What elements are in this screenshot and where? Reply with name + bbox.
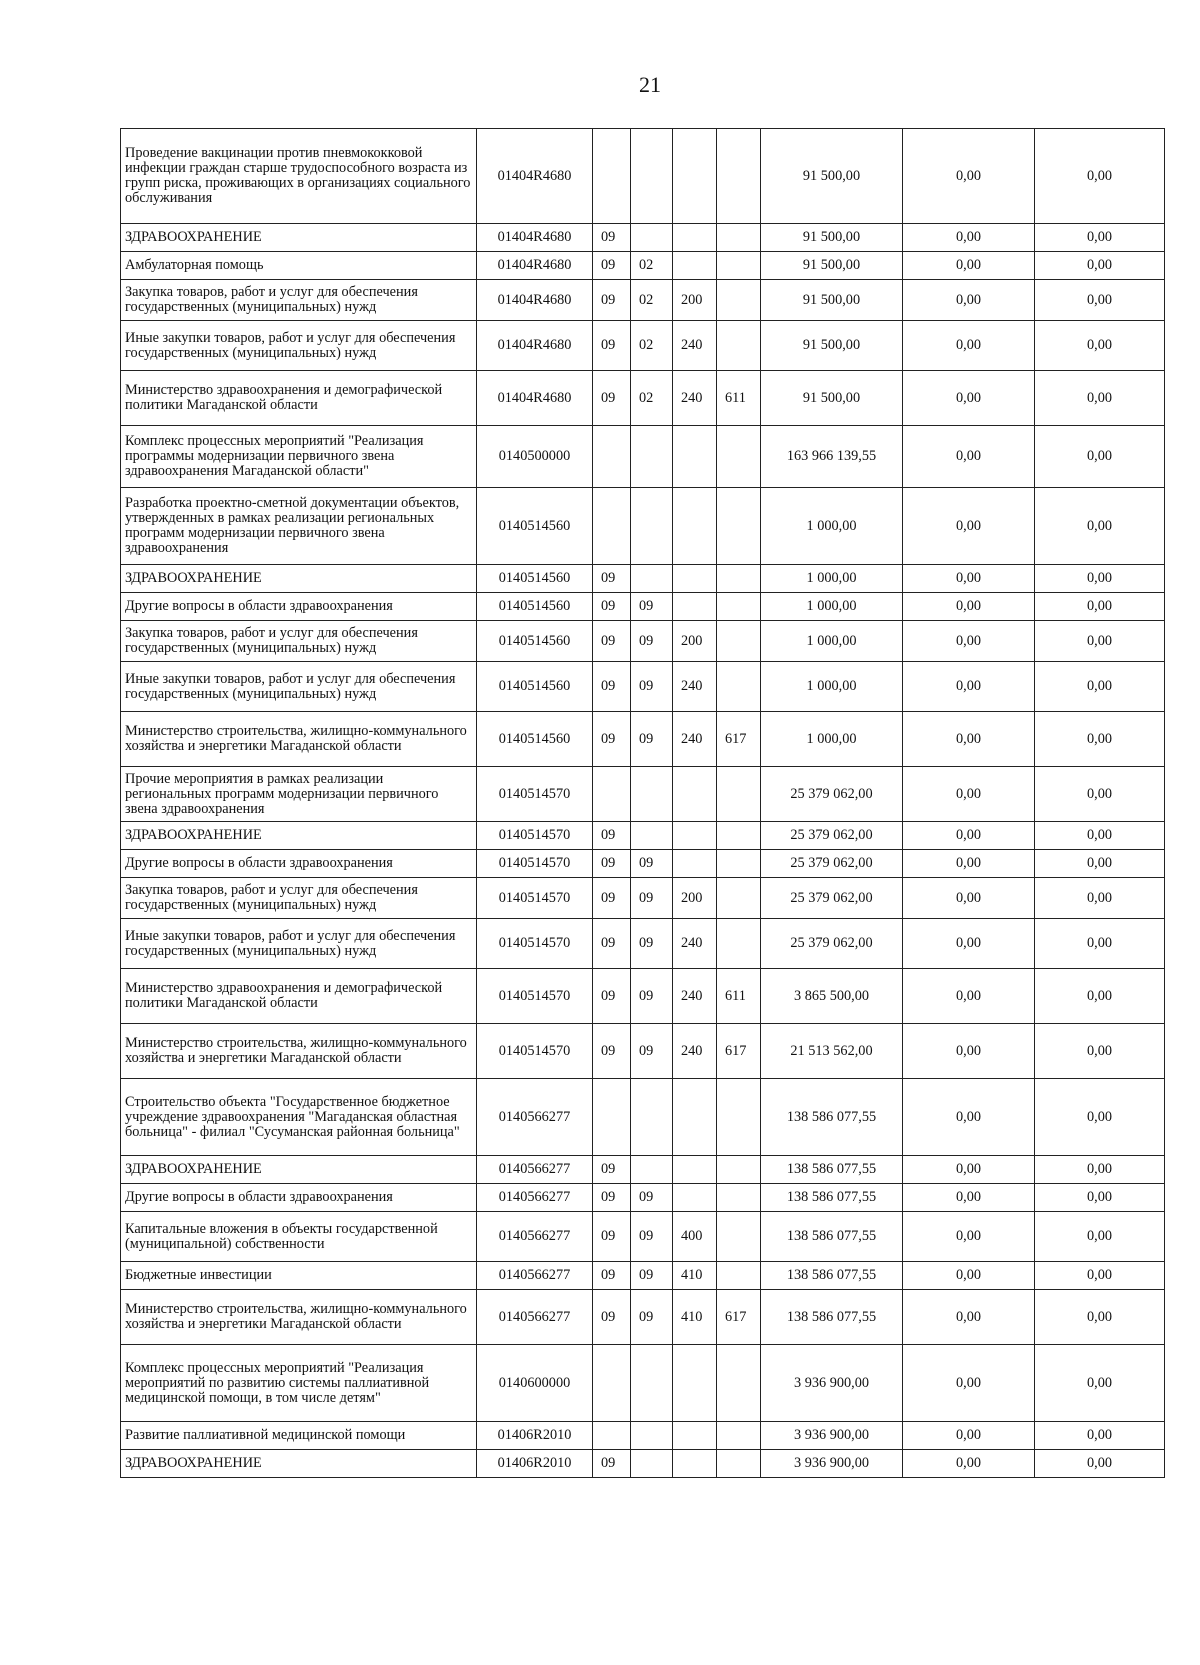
ministry-code <box>717 280 761 321</box>
amount-year-3: 0,00 <box>1035 712 1165 767</box>
target-code: 0140514560 <box>477 565 593 593</box>
expense-type-code: 240 <box>673 919 717 969</box>
row-name: Другие вопросы в области здравоохранения <box>121 593 477 621</box>
ministry-code <box>717 1212 761 1262</box>
ministry-code: 617 <box>717 1290 761 1345</box>
amount-year-3: 0,00 <box>1035 1262 1165 1290</box>
section-code: 09 <box>593 878 631 919</box>
table-row <box>121 321 1165 371</box>
amount-year-2: 0,00 <box>903 280 1035 321</box>
target-code: 0140514570 <box>477 850 593 878</box>
amount-year-2: 0,00 <box>903 1156 1035 1184</box>
expense-type-code: 400 <box>673 1212 717 1262</box>
amount-year-1: 163 966 139,55 <box>761 426 903 488</box>
row-name: ЗДРАВООХРАНЕНИЕ <box>121 565 477 593</box>
row-name: ЗДРАВООХРАНЕНИЕ <box>121 1450 477 1478</box>
amount-year-2: 0,00 <box>903 822 1035 850</box>
amount-year-3: 0,00 <box>1035 1184 1165 1212</box>
amount-year-3: 0,00 <box>1035 621 1165 662</box>
expense-type-code <box>673 1422 717 1450</box>
section-code <box>593 767 631 822</box>
row-name: Капитальные вложения в объекты государственной (муниципальной) собственности <box>121 1212 477 1262</box>
table-row <box>121 1422 1165 1450</box>
target-code: 0140600000 <box>477 1345 593 1422</box>
amount-year-1: 1 000,00 <box>761 621 903 662</box>
amount-year-2: 0,00 <box>903 371 1035 426</box>
subsection-code <box>631 822 673 850</box>
subsection-code <box>631 1450 673 1478</box>
table-row <box>121 593 1165 621</box>
amount-year-2: 0,00 <box>903 1024 1035 1079</box>
amount-year-3: 0,00 <box>1035 321 1165 371</box>
section-code: 09 <box>593 822 631 850</box>
section-code <box>593 1422 631 1450</box>
ministry-code: 611 <box>717 371 761 426</box>
subsection-code <box>631 224 673 252</box>
amount-year-2: 0,00 <box>903 224 1035 252</box>
amount-year-3: 0,00 <box>1035 488 1165 565</box>
table-body <box>121 129 1165 1478</box>
section-code: 09 <box>593 919 631 969</box>
subsection-code: 09 <box>631 662 673 712</box>
expense-type-code <box>673 1184 717 1212</box>
row-name: Развитие паллиативной медицинской помощи <box>121 1422 477 1450</box>
row-name: Иные закупки товаров, работ и услуг для обеспечения государственных (муниципальных) нужд <box>121 919 477 969</box>
table-row <box>121 252 1165 280</box>
ministry-code <box>717 1262 761 1290</box>
row-name: Другие вопросы в области здравоохранения <box>121 1184 477 1212</box>
row-name: Министерство здравоохранения и демографической политики Магаданской области <box>121 969 477 1024</box>
ministry-code <box>717 1422 761 1450</box>
amount-year-1: 1 000,00 <box>761 712 903 767</box>
budget-table <box>120 128 1165 1478</box>
expense-type-code: 410 <box>673 1262 717 1290</box>
row-name: Строительство объекта "Государственное бюджетное учреждение здравоохранения "Магаданская областная больница" - филиал "Сусуманская районная больница" <box>121 1079 477 1156</box>
row-name: Министерство строительства, жилищно-коммунального хозяйства и энергетики Магаданской области <box>121 1290 477 1345</box>
expense-type-code: 410 <box>673 1290 717 1345</box>
amount-year-3: 0,00 <box>1035 822 1165 850</box>
amount-year-2: 0,00 <box>903 1184 1035 1212</box>
expense-type-code: 200 <box>673 878 717 919</box>
target-code: 0140500000 <box>477 426 593 488</box>
subsection-code <box>631 426 673 488</box>
amount-year-2: 0,00 <box>903 426 1035 488</box>
expense-type-code: 200 <box>673 280 717 321</box>
expense-type-code <box>673 767 717 822</box>
amount-year-3: 0,00 <box>1035 565 1165 593</box>
ministry-code <box>717 565 761 593</box>
ministry-code <box>717 878 761 919</box>
ministry-code <box>717 129 761 224</box>
section-code <box>593 129 631 224</box>
target-code: 01404R4680 <box>477 252 593 280</box>
subsection-code: 09 <box>631 1212 673 1262</box>
amount-year-2: 0,00 <box>903 1422 1035 1450</box>
amount-year-1: 91 500,00 <box>761 280 903 321</box>
ministry-code <box>717 252 761 280</box>
target-code: 01406R2010 <box>477 1450 593 1478</box>
row-name: Иные закупки товаров, работ и услуг для обеспечения государственных (муниципальных) нужд <box>121 662 477 712</box>
row-name: ЗДРАВООХРАНЕНИЕ <box>121 822 477 850</box>
expense-type-code <box>673 850 717 878</box>
subsection-code <box>631 1345 673 1422</box>
subsection-code <box>631 1079 673 1156</box>
section-code: 09 <box>593 712 631 767</box>
amount-year-3: 0,00 <box>1035 129 1165 224</box>
amount-year-2: 0,00 <box>903 321 1035 371</box>
target-code: 01404R4680 <box>477 280 593 321</box>
subsection-code: 09 <box>631 850 673 878</box>
expense-type-code: 240 <box>673 662 717 712</box>
amount-year-2: 0,00 <box>903 129 1035 224</box>
ministry-code <box>717 1450 761 1478</box>
amount-year-1: 21 513 562,00 <box>761 1024 903 1079</box>
amount-year-1: 1 000,00 <box>761 593 903 621</box>
page-number: 21 <box>639 72 661 97</box>
amount-year-2: 0,00 <box>903 593 1035 621</box>
section-code <box>593 488 631 565</box>
row-name: ЗДРАВООХРАНЕНИЕ <box>121 1156 477 1184</box>
amount-year-3: 0,00 <box>1035 1079 1165 1156</box>
amount-year-3: 0,00 <box>1035 1156 1165 1184</box>
table-row <box>121 919 1165 969</box>
amount-year-1: 138 586 077,55 <box>761 1262 903 1290</box>
amount-year-3: 0,00 <box>1035 969 1165 1024</box>
row-name: Закупка товаров, работ и услуг для обеспечения государственных (муниципальных) нужд <box>121 878 477 919</box>
section-code: 09 <box>593 593 631 621</box>
table-row <box>121 1212 1165 1262</box>
ministry-code <box>717 767 761 822</box>
row-name: Министерство здравоохранения и демографической политики Магаданской области <box>121 371 477 426</box>
section-code: 09 <box>593 224 631 252</box>
target-code: 0140514570 <box>477 1024 593 1079</box>
amount-year-3: 0,00 <box>1035 1290 1165 1345</box>
target-code: 0140566277 <box>477 1079 593 1156</box>
amount-year-1: 3 936 900,00 <box>761 1345 903 1422</box>
subsection-code <box>631 1422 673 1450</box>
subsection-code: 09 <box>631 1262 673 1290</box>
subsection-code: 09 <box>631 1290 673 1345</box>
amount-year-3: 0,00 <box>1035 1212 1165 1262</box>
amount-year-3: 0,00 <box>1035 252 1165 280</box>
table-row <box>121 621 1165 662</box>
section-code <box>593 1079 631 1156</box>
amount-year-3: 0,00 <box>1035 662 1165 712</box>
expense-type-code <box>673 1450 717 1478</box>
ministry-code: 617 <box>717 1024 761 1079</box>
expense-type-code <box>673 565 717 593</box>
expense-type-code <box>673 1156 717 1184</box>
ministry-code <box>717 1156 761 1184</box>
table-row <box>121 767 1165 822</box>
amount-year-1: 3 865 500,00 <box>761 969 903 1024</box>
table-row <box>121 1184 1165 1212</box>
row-name: Разработка проектно-сметной документации объектов, утвержденных в рамках реализации региональных программ модернизации первичного звена здравоохранения <box>121 488 477 565</box>
amount-year-3: 0,00 <box>1035 1024 1165 1079</box>
section-code: 09 <box>593 1290 631 1345</box>
subsection-code: 09 <box>631 878 673 919</box>
subsection-code: 02 <box>631 321 673 371</box>
section-code: 09 <box>593 252 631 280</box>
target-code: 0140566277 <box>477 1262 593 1290</box>
target-code: 01406R2010 <box>477 1422 593 1450</box>
subsection-code <box>631 767 673 822</box>
ministry-code: 617 <box>717 712 761 767</box>
section-code: 09 <box>593 969 631 1024</box>
table-row <box>121 822 1165 850</box>
ministry-code <box>717 1184 761 1212</box>
expense-type-code <box>673 593 717 621</box>
amount-year-1: 138 586 077,55 <box>761 1079 903 1156</box>
table-row <box>121 1156 1165 1184</box>
section-code: 09 <box>593 321 631 371</box>
section-code: 09 <box>593 280 631 321</box>
section-code: 09 <box>593 1156 631 1184</box>
table-row <box>121 371 1165 426</box>
subsection-code: 09 <box>631 621 673 662</box>
amount-year-1: 91 500,00 <box>761 252 903 280</box>
table-row <box>121 969 1165 1024</box>
expense-type-code: 240 <box>673 712 717 767</box>
amount-year-1: 25 379 062,00 <box>761 767 903 822</box>
amount-year-3: 0,00 <box>1035 919 1165 969</box>
expense-type-code: 240 <box>673 321 717 371</box>
table-row <box>121 1024 1165 1079</box>
amount-year-3: 0,00 <box>1035 878 1165 919</box>
section-code <box>593 1345 631 1422</box>
row-name: Бюджетные инвестиции <box>121 1262 477 1290</box>
expense-type-code <box>673 252 717 280</box>
subsection-code: 02 <box>631 252 673 280</box>
expense-type-code: 240 <box>673 1024 717 1079</box>
amount-year-3: 0,00 <box>1035 850 1165 878</box>
expense-type-code <box>673 822 717 850</box>
amount-year-2: 0,00 <box>903 1450 1035 1478</box>
target-code: 0140514570 <box>477 822 593 850</box>
row-name: Прочие мероприятия в рамках реализации региональных программ модернизации первичного звена здравоохранения <box>121 767 477 822</box>
amount-year-1: 91 500,00 <box>761 321 903 371</box>
ministry-code <box>717 1079 761 1156</box>
section-code: 09 <box>593 565 631 593</box>
section-code: 09 <box>593 662 631 712</box>
target-code: 0140514570 <box>477 919 593 969</box>
subsection-code: 02 <box>631 280 673 321</box>
target-code: 0140514570 <box>477 969 593 1024</box>
amount-year-2: 0,00 <box>903 1345 1035 1422</box>
row-name: Иные закупки товаров, работ и услуг для обеспечения государственных (муниципальных) нужд <box>121 321 477 371</box>
amount-year-1: 25 379 062,00 <box>761 878 903 919</box>
target-code: 0140514570 <box>477 767 593 822</box>
ministry-code <box>717 593 761 621</box>
table-row <box>121 565 1165 593</box>
row-name: Амбулаторная помощь <box>121 252 477 280</box>
section-code: 09 <box>593 1262 631 1290</box>
table-row <box>121 662 1165 712</box>
table-row <box>121 878 1165 919</box>
amount-year-3: 0,00 <box>1035 224 1165 252</box>
amount-year-2: 0,00 <box>903 1212 1035 1262</box>
amount-year-2: 0,00 <box>903 767 1035 822</box>
amount-year-1: 1 000,00 <box>761 488 903 565</box>
ministry-code <box>717 662 761 712</box>
amount-year-2: 0,00 <box>903 1290 1035 1345</box>
amount-year-3: 0,00 <box>1035 1345 1165 1422</box>
expense-type-code <box>673 1345 717 1422</box>
table-row <box>121 1450 1165 1478</box>
row-name: Проведение вакцинации против пневмококковой инфекции граждан старше трудоспособного возраста из групп риска, проживающих в организациях социального обслуживания <box>121 129 477 224</box>
amount-year-1: 1 000,00 <box>761 565 903 593</box>
amount-year-1: 138 586 077,55 <box>761 1212 903 1262</box>
target-code: 01404R4680 <box>477 371 593 426</box>
ministry-code <box>717 488 761 565</box>
expense-type-code: 240 <box>673 969 717 1024</box>
amount-year-1: 1 000,00 <box>761 662 903 712</box>
amount-year-2: 0,00 <box>903 1262 1035 1290</box>
section-code: 09 <box>593 621 631 662</box>
ministry-code <box>717 321 761 371</box>
section-code <box>593 426 631 488</box>
row-name: Закупка товаров, работ и услуг для обеспечения государственных (муниципальных) нужд <box>121 280 477 321</box>
amount-year-1: 138 586 077,55 <box>761 1156 903 1184</box>
table-row <box>121 280 1165 321</box>
amount-year-3: 0,00 <box>1035 426 1165 488</box>
section-code: 09 <box>593 1184 631 1212</box>
target-code: 0140514560 <box>477 662 593 712</box>
amount-year-2: 0,00 <box>903 252 1035 280</box>
ministry-code <box>717 426 761 488</box>
section-code: 09 <box>593 1024 631 1079</box>
amount-year-2: 0,00 <box>903 565 1035 593</box>
row-name: ЗДРАВООХРАНЕНИЕ <box>121 224 477 252</box>
target-code: 0140514560 <box>477 621 593 662</box>
amount-year-1: 3 936 900,00 <box>761 1450 903 1478</box>
amount-year-2: 0,00 <box>903 1079 1035 1156</box>
expense-type-code: 200 <box>673 621 717 662</box>
target-code: 0140566277 <box>477 1290 593 1345</box>
table-row <box>121 712 1165 767</box>
ministry-code <box>717 822 761 850</box>
ministry-code <box>717 919 761 969</box>
amount-year-1: 138 586 077,55 <box>761 1184 903 1212</box>
amount-year-2: 0,00 <box>903 712 1035 767</box>
subsection-code <box>631 129 673 224</box>
table-row <box>121 1079 1165 1156</box>
section-code: 09 <box>593 371 631 426</box>
amount-year-3: 0,00 <box>1035 767 1165 822</box>
amount-year-1: 138 586 077,55 <box>761 1290 903 1345</box>
amount-year-3: 0,00 <box>1035 1422 1165 1450</box>
target-code: 0140514570 <box>477 878 593 919</box>
amount-year-1: 91 500,00 <box>761 129 903 224</box>
subsection-code: 09 <box>631 593 673 621</box>
amount-year-1: 25 379 062,00 <box>761 822 903 850</box>
amount-year-2: 0,00 <box>903 919 1035 969</box>
table-row <box>121 426 1165 488</box>
table-row <box>121 1290 1165 1345</box>
subsection-code: 09 <box>631 712 673 767</box>
ministry-code: 611 <box>717 969 761 1024</box>
section-code: 09 <box>593 1450 631 1478</box>
table-row <box>121 850 1165 878</box>
amount-year-2: 0,00 <box>903 621 1035 662</box>
row-name: Комплекс процессных мероприятий "Реализация мероприятий по развитию системы паллиативной медицинской помощи, в том числе детям" <box>121 1345 477 1422</box>
target-code: 01404R4680 <box>477 321 593 371</box>
subsection-code <box>631 565 673 593</box>
row-name: Закупка товаров, работ и услуг для обеспечения государственных (муниципальных) нужд <box>121 621 477 662</box>
ministry-code <box>717 1345 761 1422</box>
expense-type-code <box>673 129 717 224</box>
target-code: 0140514560 <box>477 488 593 565</box>
table-row <box>121 224 1165 252</box>
table-row <box>121 1345 1165 1422</box>
target-code: 01404R4680 <box>477 224 593 252</box>
amount-year-3: 0,00 <box>1035 1450 1165 1478</box>
ministry-code <box>717 850 761 878</box>
expense-type-code <box>673 488 717 565</box>
table-row <box>121 488 1165 565</box>
amount-year-1: 3 936 900,00 <box>761 1422 903 1450</box>
table-row <box>121 129 1165 224</box>
row-name: Комплекс процессных мероприятий "Реализация программы модернизации первичного звена здравоохранения Магаданской области" <box>121 426 477 488</box>
row-name: Другие вопросы в области здравоохранения <box>121 850 477 878</box>
amount-year-2: 0,00 <box>903 850 1035 878</box>
amount-year-1: 25 379 062,00 <box>761 919 903 969</box>
amount-year-2: 0,00 <box>903 969 1035 1024</box>
expense-type-code: 240 <box>673 371 717 426</box>
ministry-code <box>717 224 761 252</box>
subsection-code <box>631 488 673 565</box>
amount-year-1: 91 500,00 <box>761 224 903 252</box>
amount-year-1: 25 379 062,00 <box>761 850 903 878</box>
target-code: 0140566277 <box>477 1184 593 1212</box>
target-code: 0140514560 <box>477 712 593 767</box>
subsection-code: 09 <box>631 1184 673 1212</box>
amount-year-3: 0,00 <box>1035 280 1165 321</box>
section-code: 09 <box>593 850 631 878</box>
section-code: 09 <box>593 1212 631 1262</box>
expense-type-code <box>673 426 717 488</box>
amount-year-3: 0,00 <box>1035 371 1165 426</box>
row-name: Министерство строительства, жилищно-коммунального хозяйства и энергетики Магаданской области <box>121 712 477 767</box>
amount-year-2: 0,00 <box>903 662 1035 712</box>
amount-year-1: 91 500,00 <box>761 371 903 426</box>
subsection-code: 09 <box>631 969 673 1024</box>
expense-type-code <box>673 1079 717 1156</box>
subsection-code: 09 <box>631 919 673 969</box>
subsection-code <box>631 1156 673 1184</box>
target-code: 01404R4680 <box>477 129 593 224</box>
target-code: 0140566277 <box>477 1156 593 1184</box>
subsection-code: 02 <box>631 371 673 426</box>
expense-type-code <box>673 224 717 252</box>
amount-year-2: 0,00 <box>903 488 1035 565</box>
target-code: 0140566277 <box>477 1212 593 1262</box>
target-code: 0140514560 <box>477 593 593 621</box>
table-row <box>121 1262 1165 1290</box>
subsection-code: 09 <box>631 1024 673 1079</box>
amount-year-2: 0,00 <box>903 878 1035 919</box>
row-name: Министерство строительства, жилищно-коммунального хозяйства и энергетики Магаданской области <box>121 1024 477 1079</box>
amount-year-3: 0,00 <box>1035 593 1165 621</box>
ministry-code <box>717 621 761 662</box>
